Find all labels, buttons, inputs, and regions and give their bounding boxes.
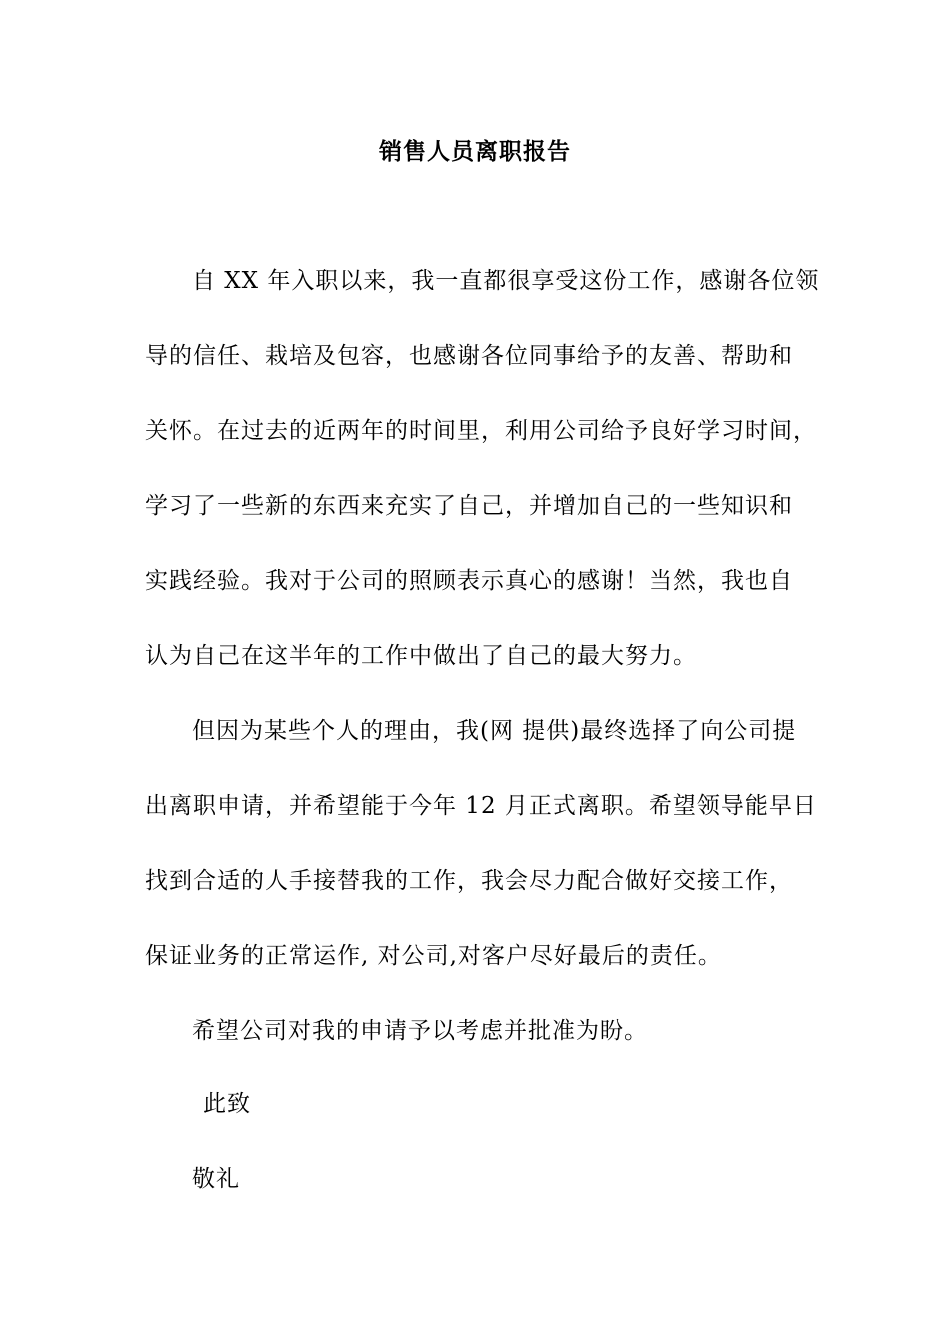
closing-salutation: 此致 xyxy=(203,1091,251,1117)
paragraph-line: 保证业务的正常运作, 对公司,对客户尽好最后的责任。 xyxy=(145,943,722,969)
document-title: 销售人员离职报告 xyxy=(379,139,571,165)
paragraph-line: 实践经验。我对于公司的照顾表示真心的感谢！当然，我也自 xyxy=(145,568,793,594)
paragraph-line: 自 XX 年入职以来，我一直都很享受这份工作，感谢各位领 xyxy=(192,268,820,294)
paragraph-line: 认为自己在这半年的工作中做出了自己的最大努力。 xyxy=(145,643,697,669)
closing-regards: 敬礼 xyxy=(192,1166,240,1192)
paragraph-line: 找到合适的人手接替我的工作，我会尽力配合做好交接工作， xyxy=(145,868,793,894)
paragraph-line: 导的信任、栽培及包容，也感谢各位同事给予的友善、帮助和 xyxy=(145,343,793,369)
paragraph-line: 但因为某些个人的理由，我(网 提供)最终选择了向公司提 xyxy=(192,718,797,744)
paragraph-line: 关怀。在过去的近两年的时间里，利用公司给予良好学习时间， xyxy=(145,418,817,444)
paragraph-line: 希望公司对我的申请予以考虑并批准为盼。 xyxy=(192,1018,648,1044)
paragraph-line: 学习了一些新的东西来充实了自己，并增加自己的一些知识和 xyxy=(145,493,793,519)
paragraph-line: 出离职申请，并希望能于今年 12 月正式离职。希望领导能早日 xyxy=(145,793,817,819)
